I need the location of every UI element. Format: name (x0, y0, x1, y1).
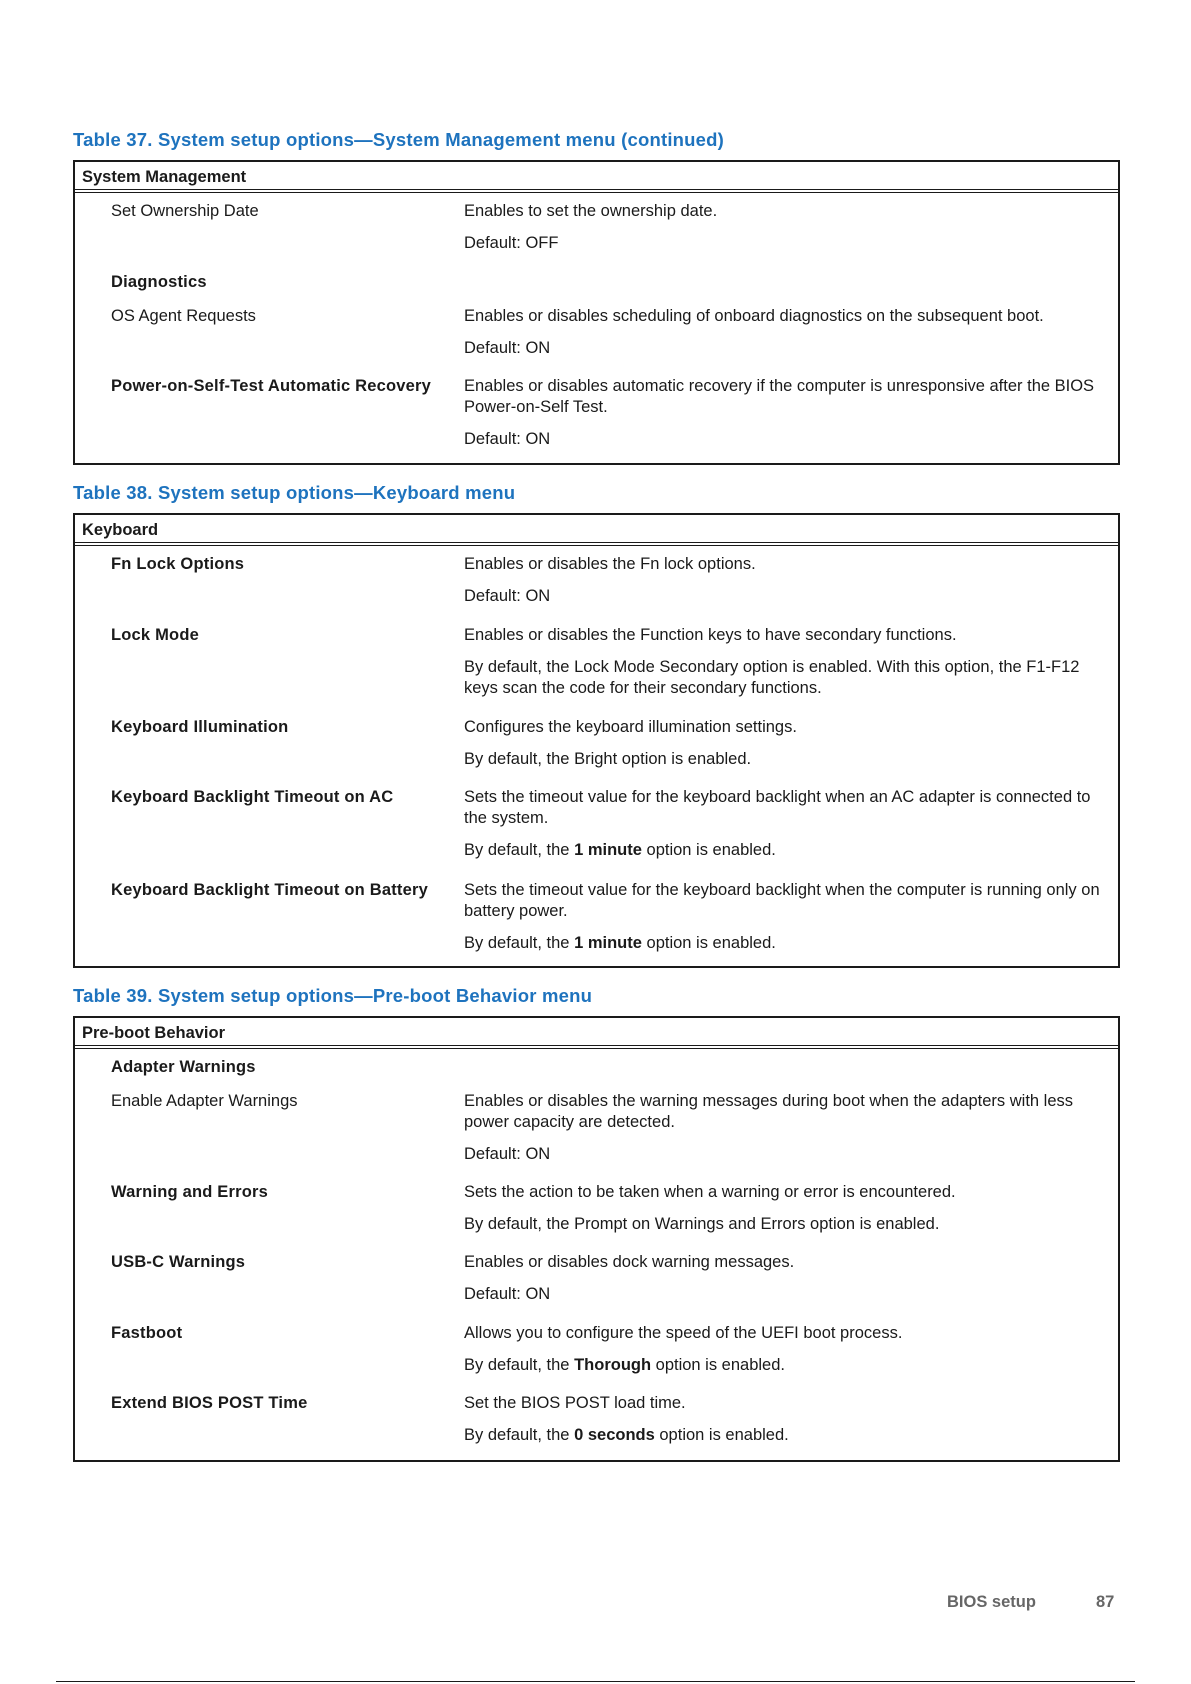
row-description: Enables or disables dock warning messages. Default: ON (464, 1253, 795, 1303)
row-description: Set the BIOS POST load time. By default, the 0 seconds option is enabled. (464, 1394, 789, 1444)
row-label: USB-C Warnings (111, 1253, 246, 1271)
page-number: 87 (1096, 1593, 1115, 1611)
table-37-header: System Management (75, 162, 1118, 193)
row-label: Keyboard Backlight Timeout on AC (111, 788, 394, 806)
row-section-label: Diagnostics (111, 273, 207, 291)
default-value: 1 minute (574, 934, 642, 952)
row-description: Configures the keyboard illumination settings. By default, the Bright option is enabled. (464, 718, 797, 768)
table-39-caption: Table 39. System setup options—Pre-boot Behavior menu (73, 985, 593, 1006)
row-label: Set Ownership Date (111, 202, 259, 220)
row-label: Extend BIOS POST Time (111, 1394, 308, 1412)
row-description: Sets the timeout value for the keyboard backlight when the computer is running only on battery power. By default, the 1 minute option is enabled. (464, 881, 1100, 952)
row-label: Fastboot (111, 1324, 183, 1342)
row-description: Sets the action to be taken when a warning or error is encountered. By default, the Prompt on Warnings and Errors option is enabled. (464, 1183, 956, 1233)
row-label: Keyboard Illumination (111, 718, 289, 736)
row-description: Allows you to configure the speed of the UEFI boot process. By default, the Thorough option is enabled. (464, 1324, 903, 1374)
row-label: Warning and Errors (111, 1183, 269, 1201)
default-value: Thorough (574, 1356, 652, 1374)
footer-divider (56, 1681, 1135, 1682)
row-label: Power-on-Self-Test Automatic Recovery (111, 377, 432, 395)
row-label: Fn Lock Options (111, 555, 245, 573)
default-value: 1 minute (574, 841, 642, 859)
table-37-caption: Table 37. System setup options—System Management menu (continued) (73, 129, 725, 150)
row-label: Enable Adapter Warnings (111, 1092, 298, 1110)
table-38-caption: Table 38. System setup options—Keyboard menu (73, 482, 516, 503)
row-description: Enables or disables the Fn lock options. Default: ON (464, 555, 756, 605)
footer-section-title: BIOS setup (947, 1593, 1036, 1611)
row-section-label: Adapter Warnings (111, 1058, 256, 1076)
row-description: Enables or disables the Function keys to have secondary functions. By default, the Lock Mode Secondary option is enabled. With this option, the F1-F12 keys scan the code for their secondary functions. (464, 626, 1080, 697)
table-38 (73, 513, 1120, 968)
table-39-header: Pre-boot Behavior (75, 1018, 1118, 1049)
row-description: Enables or disables automatic recovery if the computer is unresponsive after the BIOS Power-on-Self Test. Default: ON (464, 377, 1095, 448)
row-description: Enables or disables the warning messages during boot when the adapters with less power capacity are detected. Default: ON (464, 1092, 1074, 1163)
table-38-header: Keyboard (75, 515, 1118, 546)
row-description: Sets the timeout value for the keyboard backlight when an AC adapter is connected to the system. By default, the 1 minute option is enabled. (464, 788, 1091, 859)
default-value: 0 seconds (574, 1426, 655, 1444)
row-label: Keyboard Backlight Timeout on Battery (111, 881, 428, 899)
row-description: Enables or disables scheduling of onboard diagnostics on the subsequent boot. Default: ON (464, 307, 1044, 357)
table-37 (73, 160, 1120, 465)
table-39 (73, 1016, 1120, 1462)
row-description: Enables to set the ownership date. Default: OFF (464, 202, 718, 252)
row-label: Lock Mode (111, 626, 199, 644)
row-label: OS Agent Requests (111, 307, 256, 325)
